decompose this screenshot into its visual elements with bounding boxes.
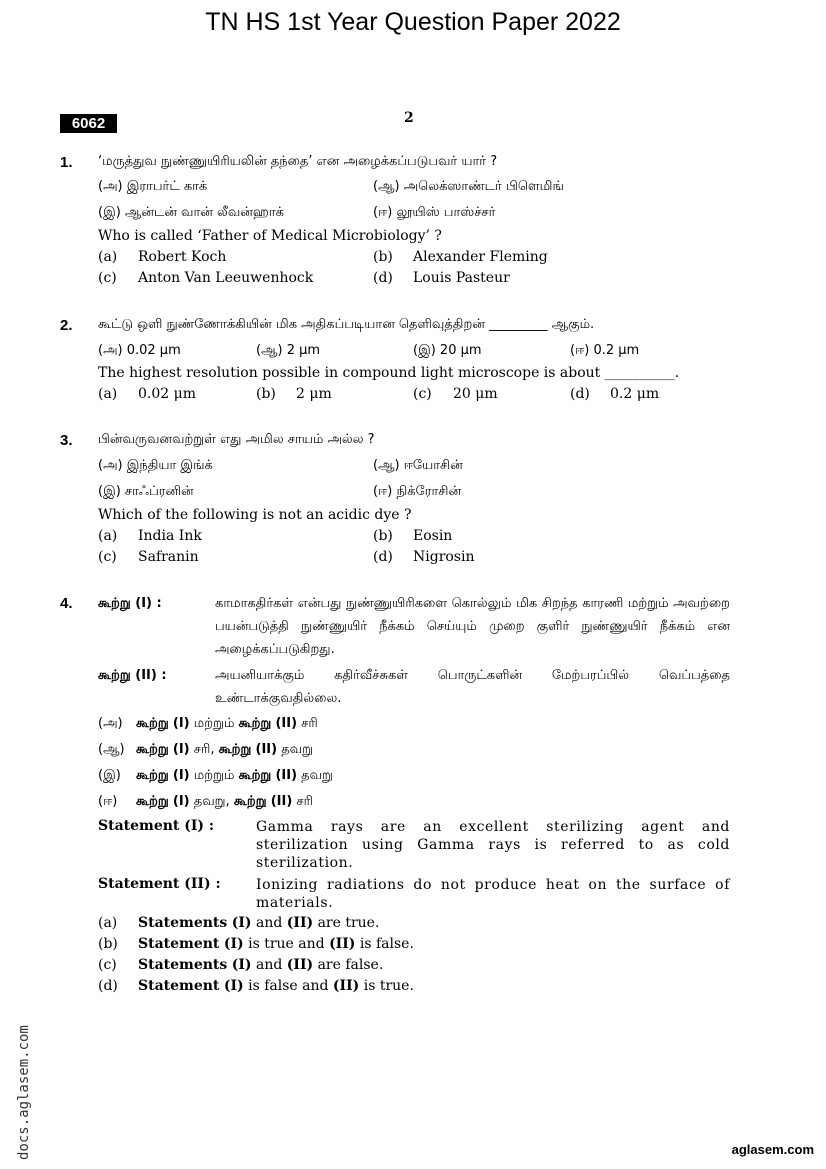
option-d bbox=[373, 270, 510, 286]
option-label: (d) bbox=[373, 549, 393, 565]
option-text: 0.02 μm bbox=[138, 386, 196, 402]
option-tamil-a: (அ) 0.02 μm bbox=[98, 343, 181, 358]
option-tamil-a bbox=[98, 716, 318, 732]
option-text: 20 μm bbox=[453, 386, 498, 402]
option-label: (c) bbox=[98, 957, 117, 973]
option-c bbox=[98, 957, 383, 973]
statement-2-label-tamil: கூற்று (II) : bbox=[98, 668, 167, 683]
option-c bbox=[413, 386, 498, 402]
connector-text: and bbox=[251, 915, 287, 931]
roman-numeral: (II) bbox=[275, 716, 298, 731]
roman-numeral: (I) bbox=[223, 978, 244, 994]
statement-1-text-tamil: காமாகதிர்கள் என்பது நுண்ணுயிரிகளை கொல்லும் மிக சிறந்த காரணி மற்றும் அவற்றை பயன்படுத்தி நுண்ணுயிர் நீக்கம் செய்யும் முறை குளிர் நுண்ணுயிர் நீக்கம் என அழைக்கப்படுகிறது. bbox=[215, 596, 730, 657]
statement-word: கூற்று bbox=[218, 742, 252, 757]
roman-numeral: (I) bbox=[223, 936, 244, 952]
option-tamil-d: (ஈ) 0.2 μm bbox=[570, 343, 640, 358]
option-label: (b) bbox=[256, 386, 276, 402]
option-label: (a) bbox=[98, 249, 118, 265]
question-number: 3. bbox=[60, 432, 73, 449]
side-watermark: docs.aglasem.com bbox=[16, 1025, 32, 1160]
roman-numeral: (I) bbox=[172, 716, 190, 731]
option-tamil-b: (ஆ) அலெக்ஸாண்டர் பிளெமிங் bbox=[373, 179, 564, 194]
option-text: Anton Van Leeuwenhock bbox=[138, 270, 314, 286]
verdict-text: தவறு bbox=[277, 742, 313, 757]
option-tamil-c: (இ) 20 μm bbox=[413, 343, 482, 358]
option-tamil-d: (ஈ) நிக்ரோசின் bbox=[373, 484, 462, 499]
verdict-text: சரி bbox=[292, 794, 313, 809]
option-c bbox=[98, 270, 313, 286]
statement-word: கூற்று bbox=[136, 768, 169, 783]
footer-site-link[interactable]: aglasem.com bbox=[731, 1142, 814, 1157]
option-text: 0.2 μm bbox=[610, 386, 660, 402]
question-text-tamil: பின்வருவனவற்றுள் எது அமில சாயம் அல்ல ? bbox=[98, 432, 375, 447]
option-label: (ஆ) bbox=[98, 742, 125, 757]
option-a bbox=[98, 915, 379, 931]
option-tamil-d bbox=[98, 794, 313, 810]
question-3 bbox=[60, 431, 760, 571]
option-label: (d) bbox=[373, 270, 393, 286]
statement-word: கூற்று bbox=[238, 768, 272, 783]
roman-numeral: (I) bbox=[172, 768, 190, 783]
option-b bbox=[98, 936, 414, 952]
paper-code-badge: 6062 bbox=[60, 114, 117, 133]
statement-1-text: Gamma rays are an excellent sterilizing agent and sterilization using Gamma rays is referred to as cold sterilization. bbox=[256, 819, 730, 871]
connector-text: மற்றும் bbox=[189, 716, 239, 731]
roman-numeral: (II) bbox=[255, 742, 278, 757]
option-text: Safranin bbox=[138, 549, 199, 565]
statement-2-label: Statement (II) : bbox=[98, 876, 221, 892]
option-tamil-c bbox=[98, 768, 333, 784]
option-tamil-a: (அ) இராபர்ட் காக் bbox=[98, 179, 208, 194]
option-text: Eosin bbox=[413, 528, 453, 544]
connector-text: மற்றும் bbox=[189, 768, 239, 783]
verdict-text: is false. bbox=[355, 936, 414, 952]
option-tamil-a: (அ) இந்தியா இங்க் bbox=[98, 458, 213, 473]
statement-word: கூற்று bbox=[238, 716, 272, 731]
option-c bbox=[98, 549, 199, 565]
roman-numeral: (II) bbox=[329, 936, 356, 952]
question-2 bbox=[60, 316, 760, 406]
question-number: 4. bbox=[60, 595, 73, 612]
statement-word: Statements bbox=[138, 915, 228, 931]
option-a bbox=[98, 386, 196, 402]
option-text: 2 μm bbox=[296, 386, 332, 402]
question-text-english: Which of the following is not an acidic dye ? bbox=[98, 507, 412, 523]
option-tamil-b bbox=[98, 742, 313, 758]
statement-2-text: Ionizing radiations do not produce heat on the surface of materials. bbox=[256, 877, 730, 911]
verdict-text: தவறு bbox=[297, 768, 333, 783]
page-title: TN HS 1st Year Question Paper 2022 bbox=[205, 8, 621, 36]
option-d bbox=[98, 978, 414, 994]
option-tamil-c: (இ) சாஃப்ரனின் bbox=[98, 484, 194, 499]
option-label: (c) bbox=[98, 270, 117, 286]
roman-numeral: (II) bbox=[332, 978, 360, 994]
option-text: India Ink bbox=[138, 528, 202, 544]
verdict-text: சரி bbox=[297, 716, 318, 731]
statement-word: கூற்று bbox=[136, 716, 169, 731]
option-label: (இ) bbox=[98, 768, 121, 783]
connector-text: and bbox=[251, 957, 287, 973]
roman-numeral: (II) bbox=[270, 794, 293, 809]
statement-2-text-tamil: அயனியாக்கும் கதிர்வீச்சுகள் பொருட்களின் மேற்பரப்பில் வெப்பத்தை உண்டாக்குவதில்லை. bbox=[215, 668, 730, 706]
option-label: (d) bbox=[570, 386, 590, 402]
option-label: (d) bbox=[98, 978, 118, 994]
statement-word: Statement bbox=[138, 936, 220, 952]
option-a bbox=[98, 249, 226, 265]
question-1 bbox=[60, 152, 760, 292]
question-text-english: The highest resolution possible in compound light microscope is about __________. bbox=[98, 365, 680, 381]
option-b bbox=[256, 386, 332, 402]
roman-numeral: (I) bbox=[172, 794, 190, 809]
roman-numeral: (II) bbox=[286, 957, 314, 973]
roman-numeral: (I) bbox=[231, 957, 252, 973]
option-a bbox=[98, 528, 202, 544]
option-tamil-d: (ஈ) லூயிஸ் பாஸ்ச்சர் bbox=[373, 205, 496, 220]
connector-text: தவறு, bbox=[189, 794, 234, 809]
option-text: Nigrosin bbox=[413, 549, 475, 565]
option-label: (ஈ) bbox=[98, 794, 118, 809]
connector-text: சரி, bbox=[189, 742, 219, 757]
verdict-text: is true. bbox=[359, 978, 414, 994]
statement-word: Statement bbox=[138, 978, 220, 994]
statement-word: கூற்று bbox=[233, 794, 267, 809]
option-label: (b) bbox=[98, 936, 118, 952]
connector-text: is true and bbox=[243, 936, 330, 952]
option-d bbox=[373, 549, 475, 565]
option-label: (b) bbox=[373, 528, 393, 544]
option-label: (b) bbox=[373, 249, 393, 265]
statement-1-label: Statement (I) : bbox=[98, 818, 215, 834]
option-label: (அ) bbox=[98, 716, 123, 731]
option-text: Alexander Fleming bbox=[413, 249, 548, 265]
option-label: (c) bbox=[413, 386, 432, 402]
roman-numeral: (II) bbox=[275, 768, 298, 783]
question-text-tamil: ‘மருத்துவ நுண்ணுயிரியலின் தந்தை’ என அழைக்கப்படுபவர் யார் ? bbox=[98, 154, 498, 169]
option-text: Louis Pasteur bbox=[413, 270, 510, 286]
option-tamil-b: (ஆ) ஈயோசின் bbox=[373, 458, 463, 473]
verdict-text: are false. bbox=[313, 957, 384, 973]
option-tamil-b: (ஆ) 2 μm bbox=[256, 343, 321, 358]
connector-text: is false and bbox=[243, 978, 333, 994]
verdict-text: are true. bbox=[313, 915, 380, 931]
question-number: 1. bbox=[60, 154, 73, 171]
statement-word: கூற்று bbox=[136, 794, 169, 809]
statement-1-label-tamil: கூற்று (I) : bbox=[98, 596, 162, 611]
option-d bbox=[570, 386, 659, 402]
question-text-english: Who is called ‘Father of Medical Microbiology’ ? bbox=[98, 228, 442, 244]
question-number: 2. bbox=[60, 317, 73, 334]
statement-word: Statements bbox=[138, 957, 228, 973]
statement-word: கூற்று bbox=[136, 742, 169, 757]
question-4 bbox=[60, 594, 760, 1004]
option-b bbox=[373, 249, 548, 265]
option-tamil-c: (இ) ஆன்டன் வான் லீவன்ஹாக் bbox=[98, 205, 284, 220]
roman-numeral: (II) bbox=[286, 915, 314, 931]
roman-numeral: (I) bbox=[231, 915, 252, 931]
roman-numeral: (I) bbox=[172, 742, 190, 757]
option-label: (a) bbox=[98, 915, 118, 931]
page-number: 2 bbox=[404, 110, 414, 126]
option-label: (a) bbox=[98, 386, 118, 402]
option-b bbox=[373, 528, 452, 544]
option-label: (a) bbox=[98, 528, 118, 544]
option-text: Robert Koch bbox=[138, 249, 227, 265]
question-text-tamil: கூட்டு ஒளி நுண்ணோக்கியின் மிக அதிகப்படியான தெளிவுத்திறன் _________ ஆகும். bbox=[98, 317, 595, 332]
option-label: (c) bbox=[98, 549, 117, 565]
